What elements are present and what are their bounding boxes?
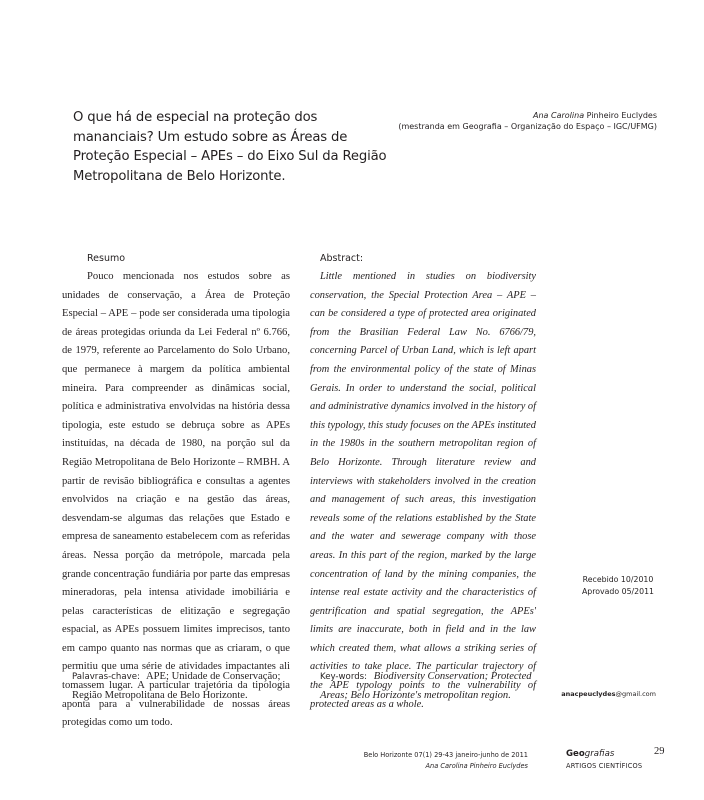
resumo-heading: Resumo (87, 253, 126, 264)
journal-section: ARTIGOS CIENTÍFICOS (566, 762, 643, 770)
key-words-value: Biodiversity Conservation; Protected Areas; Belo Horizonte's metropolitan region. (320, 671, 532, 701)
key-words (310, 668, 540, 705)
resumo-text: Pouco mencionada nos estudos sobre as unidades de conservação, a Área de Proteção Especial – APE – pode ser considerada uma tipologia de áreas protegidas oriunda da Lei Federal nº 6.766, de 1979, referente ao Parcelamento do Solo Urbano, que permanece à margem da política ambiental mineira. Para compreender as dinâmicas social, política e administrativa envolvidas na história dessa tipologia, este estudo se debruça sobre as APEs instituídas, na década de 1980, na porção sul da Região Metropolitana de Belo Horizonte – RMBH. A partir de revisão bibliográfica e consultas a agentes envolvidos na criação e na gestão das áreas, desvendam-se algumas das relações que Estado e empresa de saneamento estabelecem com as referidas áreas. Nessa porção da metrópole, marcada pela grande concentração fundiária por parte das empresas mineradoras, pela intensa atividade imobiliária e pelas características de elitização e segregação espacial, as APEs possuem limites imprecisos, tanto em campo quanto nas normas que as criaram, o que permitiu que uma série de atividades impactantes ali tomassem lugar. A particular trajetória da tipologia aponta para a vulnerabilidade de nossas áreas protegidas como um todo. (62, 271, 290, 729)
abstract-text: Little mentioned in studies on biodiversity conservation, the Special Protection Area – APE – can be considered a type of protected area originated from the Brasilian Federal Law No. 6766/79, concerning Parcel of Urban Land, which is left apart from the environmental policy of the state of Minas Gerais. In order to understand the social, political and administrative dynamics involved in the history of this typology, this study focuses on the APEs instituted in the 1980s in the southern metropolitan region of Belo Horizonte. Through literature review and interviews with stakeholders involved in the creation and management of such areas, this investigation reveals some of the relations established by the State and the water and sewerage company with those areas. In this part of the region, marked by the large concentration of land by the mining companies, the intense real estate activity and the characteristics of gentrification and spatial segregation, the APEs' limits are inaccurate, both in field and in the law which created them, what allows a striking series of activities to take place. The particular trajectory of the APE typology points to the vulnerability of protected areas as a whole. (310, 271, 536, 710)
abstract-heading: Abstract: (320, 253, 364, 264)
footer-author: Ana Carolina Pinheiro Euclydes (425, 762, 528, 770)
palavras-chave-value: APE; Unidade de Conservação; Região Metropolitana de Belo Horizonte. (72, 671, 281, 701)
author-affiliation: (mestranda em Geografia – Organização do Espaço – IGC/UFMG) (398, 122, 657, 131)
author-block (377, 110, 657, 132)
author-name (377, 110, 657, 121)
email-domain: @gmail.com (615, 690, 656, 698)
palavras-chave-label: Palavras-chave: (72, 672, 140, 682)
palavras-chave (62, 668, 292, 705)
journal-name-italic: grafias (584, 749, 615, 759)
page-number: 29 (654, 746, 665, 757)
author-last-name: Pinheiro Euclydes (584, 111, 657, 120)
author-email[interactable] (561, 690, 656, 698)
author-first-name: Ana Carolina (533, 111, 585, 120)
approved-date: Aprovado 05/2011 (581, 586, 655, 596)
journal-block (566, 748, 642, 772)
footer-citation-block (364, 750, 528, 772)
abstract-section (310, 252, 536, 714)
journal-name-bold: Geo (566, 749, 585, 759)
resumo-section (62, 252, 290, 733)
submission-dates (568, 574, 668, 597)
received-date: Recebido 10/2010 (582, 575, 654, 584)
journal-name (566, 748, 642, 760)
article-title: O que há de especial na proteção dos mananciais? Um estudo sobre as Áreas de Proteção Especial – APEs – do Eixo Sul da Região Metropolitana de Belo Horizonte. (73, 110, 387, 184)
email-user: anacpeuclydes (561, 690, 616, 698)
footer-citation: Belo Horizonte 07(1) 29-43 janeiro-junho de 2011 (363, 751, 528, 759)
key-words-label: Key-words: (320, 672, 368, 682)
